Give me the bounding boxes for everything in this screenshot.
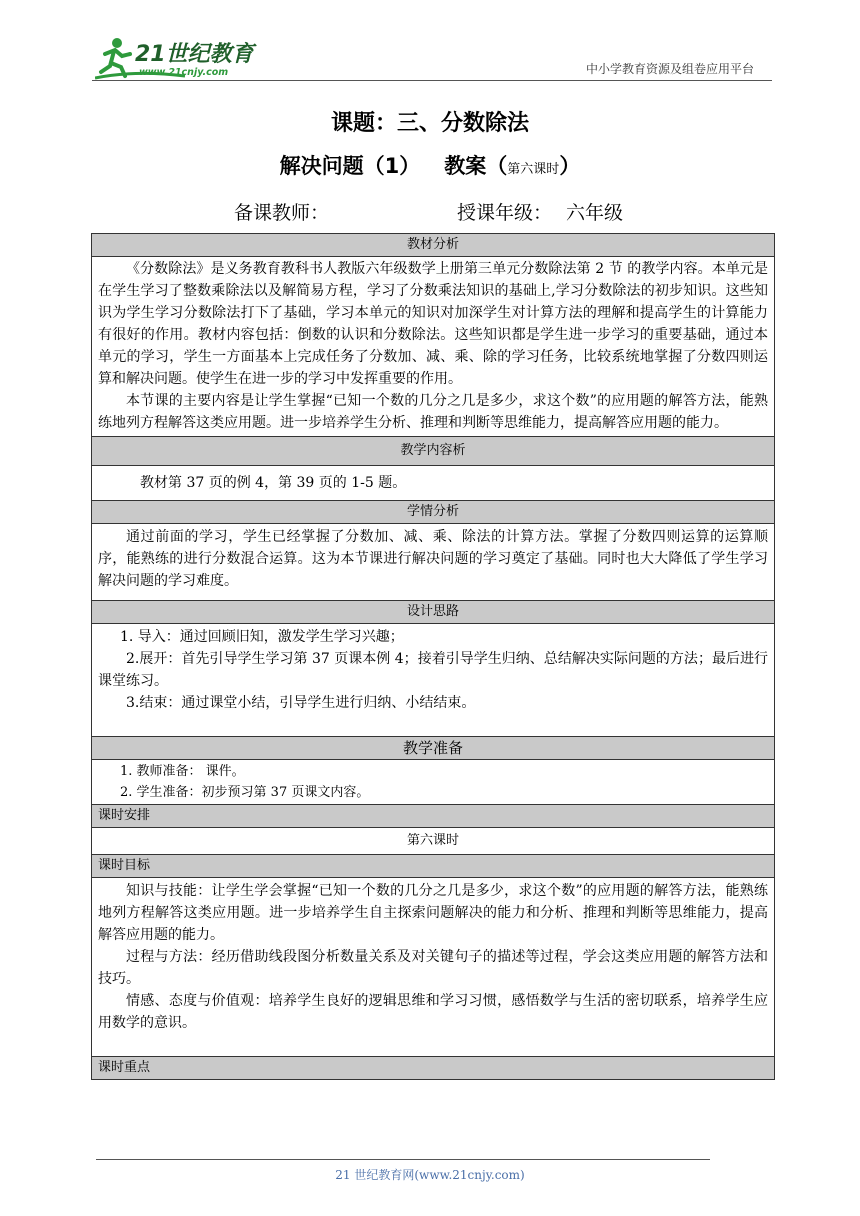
section-header-students: 学情分析 xyxy=(92,501,775,524)
section-header-goals: 课时目标 xyxy=(92,855,775,878)
lesson-title: 课题：三、分数除法 xyxy=(330,111,529,136)
subtitle-period: 第六课时 xyxy=(507,162,560,177)
header-divider xyxy=(92,80,772,81)
section-body-material xyxy=(92,257,775,437)
goals-paragraph-2: 过程与方法：经历借助线段图分析数量关系及对关键句子的描述等过程，学会这类应用题的解答方法和技巧。 xyxy=(98,949,768,987)
students-text: 通过前面的学习，学生已经掌握了分数加、减、乘、除法的计算方法。掌握了分数四则运算的运算顺序，能熟练的进行分数混合运算。这为本节课进行解决问题的学习奠定了基础。同时也大大降低了学生学习解决问题的学习难度。 xyxy=(98,529,768,589)
footer-text: 21 世纪教育网(www.21cnjy.com) xyxy=(335,1168,525,1182)
subtitle-plan: 教案（ xyxy=(444,154,508,178)
logo-text: 21世纪教育 xyxy=(135,42,254,67)
platform-name: 中小学教育资源及组卷应用平台 xyxy=(585,62,754,76)
lesson-subtitle xyxy=(0,150,860,180)
content-text: 教材第 37 页的例 4，第 39 页的 1-5 题。 xyxy=(140,475,407,491)
lesson-plan-table xyxy=(91,233,775,1080)
subtitle-close: ） xyxy=(559,154,581,178)
design-item-3: 3.结束：通过课堂小结，引导学生进行归纳、小结结束。 xyxy=(126,695,476,711)
grade-value: 六年级 xyxy=(566,202,624,224)
footer-divider xyxy=(96,1159,710,1160)
section-body-prep xyxy=(92,760,775,805)
subtitle-main: 解决问题（1） xyxy=(279,154,421,178)
section-header-content: 教学内容析 xyxy=(92,437,775,466)
section-body-design xyxy=(92,624,775,737)
section-header-schedule: 课时安排 xyxy=(92,805,775,828)
section-body-content xyxy=(92,466,775,501)
material-paragraph-1: 《分数除法》是义务教育教科书人教版六年级数学上册第三单元分数除法第 2 节 的教学内容。本单元是在学生学习了整数乘除法以及解简易方程，学习了分数乘法知识的基础上,学习分数除法的初步知识。这些知识为学生学习分数除法打下了基础，学习本单元的知识对加深学生对计算方法的理解和提高学生的计算能力有很好的作用。教材内容包括：倒数的认识和分数除法。这些知识都是学生进一步学习的重要基础，通过本单元的学习，学生一方面基本上完成任务了分数加、减、乘、除的学习任务，比较系统地掌握了分数四则运算和解决问题。使学生在进一步的学习中发挥重要的作用。 xyxy=(98,261,768,387)
section-header-material: 教材分析 xyxy=(92,234,775,257)
design-item-1: 1. 导入：通过回顾旧知，激发学生学习兴趣； xyxy=(120,629,404,645)
goals-paragraph-1: 知识与技能：让学生学会掌握“已知一个数的几分之几是多少，求这个数”的应用题的解答方法，能熟练地列方程解答这类应用题。进一步培养学生自主探索问题解决的能力和分析、推理和判断等思维能力，提高解答应用题的能力。 xyxy=(98,883,768,943)
design-item-2: 2.展开：首先引导学生学习第 37 页课本例 4；接着引导学生归纳、总结解决实际问题的方法；最后进行课堂练习。 xyxy=(98,651,768,689)
grade-label: 授课年级： xyxy=(457,202,553,224)
page-header xyxy=(0,0,860,90)
prep-item-2: 2. 学生准备：初步预习第 37 页课文内容。 xyxy=(120,785,370,800)
section-body-goals xyxy=(92,878,775,1057)
section-header-prep: 教学准备 xyxy=(92,737,775,760)
prep-item-1: 1. 教师准备： 课件。 xyxy=(120,764,245,779)
teacher-label: 备课教师： xyxy=(234,202,330,224)
logo xyxy=(95,34,265,82)
section-header-design: 设计思路 xyxy=(92,601,775,624)
logo-url: www.21cnjy.com xyxy=(139,67,229,78)
section-header-focus: 课时重点 xyxy=(92,1057,775,1080)
material-paragraph-2: 本节课的主要内容是让学生掌握“已知一个数的几分之几是多少，求这个数”的应用题的解答方法，能熟练地列方程解答这类应用题。进一步培养学生分析、推理和判断等思维能力，提高解答应用题的能力。 xyxy=(98,393,768,431)
section-body-students xyxy=(92,524,775,601)
goals-paragraph-3: 情感、态度与价值观：培养学生良好的逻辑思维和学习习惯，感悟数学与生活的密切联系，培养学生应用数学的意识。 xyxy=(98,993,768,1031)
section-body-schedule: 第六课时 xyxy=(92,828,775,855)
